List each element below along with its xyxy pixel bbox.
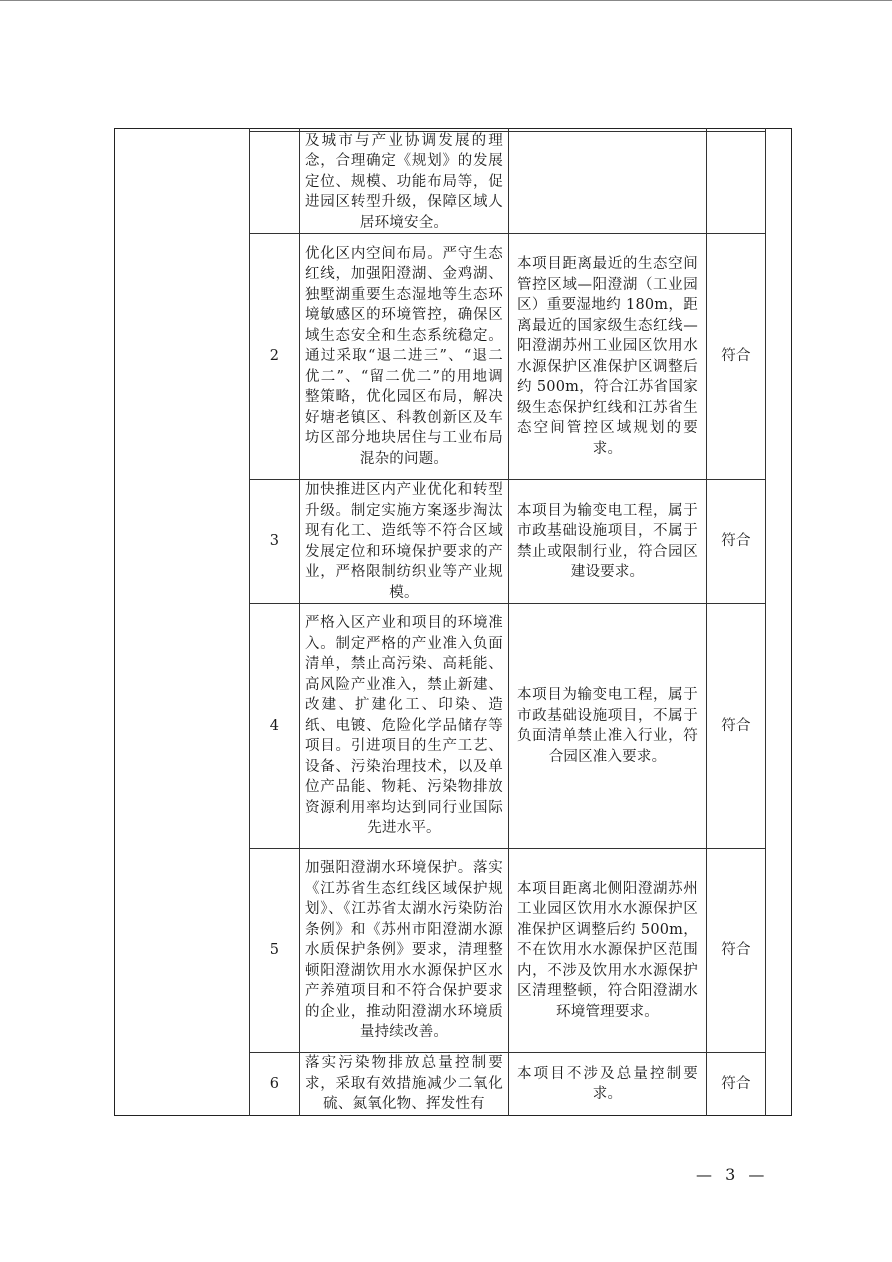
result-text: 符合 — [721, 348, 751, 365]
table-row-3-description — [509, 480, 706, 603]
table-row-3-number — [250, 480, 299, 603]
page-number: — 3 — — [696, 1165, 769, 1184]
description-text: 本项目为输变电工程，属于市政基础设施项目，不属于禁止或限制行业，符合园区建设要求。 — [517, 502, 698, 580]
result-text: 符合 — [721, 717, 751, 734]
top-rule — [0, 0, 892, 1]
row-number: 2 — [269, 348, 280, 365]
table-row-5-result — [707, 849, 765, 1052]
table-row-5-requirement — [300, 849, 508, 1052]
table-row-5-number — [250, 849, 299, 1052]
table-row-6-result — [707, 1053, 765, 1115]
description-text: 本项目距离最近的生态空间管控区域—阳澄湖（工业园区）重要湿地约 180m，距离最近的国家级生态红线—阳澄湖苏州工业园区饮用水水源保护区准保护区调整后约 500m，符合江苏省国家级生态保护红线和江苏省生态空间管控区域规划的要求。 — [517, 256, 698, 457]
requirement-text: 优化区内空间布局。严守生态红线，加强阳澄湖、金鸡湖、独墅湖重要生态湿地等生态环境敏感区的环境管控，确保区域生态安全和生态系统稳定。通过采取“退二进三”、“退二优二”、“留二优二”的用地调整策略，优化园区布局，解决好塘老镇区、科教创新区及车坊区部分地块居住与工业布局混杂的问题。 — [305, 245, 503, 467]
table-row-3-result — [707, 480, 765, 603]
description-text: 本项目距离北侧阳澄湖苏州工业园区饮用水水源保护区准保护区调整后约 500m，不在饮用水水源保护区范围内，不涉及饮用水水源保护区清理整顿，符合阳澄湖水环境管理要求。 — [517, 880, 698, 1020]
requirement-text: 落实污染物排放总量控制要求，采取有效措施减少二氧化硫、氮氧化物、挥发性有 — [305, 1055, 503, 1113]
table-row-3-requirement — [300, 480, 508, 603]
description-text: 本项目为输变电工程，属于市政基础设施项目，不属于负面清单禁止准入行业，符合园区准入要求。 — [517, 687, 698, 765]
table-row-4-description — [509, 604, 706, 848]
table-row-2-result — [707, 234, 765, 479]
column-divider — [765, 128, 766, 1116]
requirement-text: 严格入区产业和项目的环境准入。制定严格的产业准入负面清单，禁止高污染、高耗能、高风险产业准入，禁止新建、改建、扩建化工、印染、造纸、电镀、危险化学品储存等项目。引进项目的生产工艺、设备、污染治理技术，以及单位产品能、物耗、污染物排放资源利用率均达到同行业国际先进水平。 — [305, 615, 503, 837]
table-row-4-number — [250, 604, 299, 848]
row-number: 3 — [269, 533, 280, 550]
table-row-5-description — [509, 849, 706, 1052]
result-text: 符合 — [721, 1075, 751, 1092]
row-number: 4 — [269, 717, 280, 734]
table-row-2-number — [250, 234, 299, 479]
row-number: 6 — [269, 1075, 280, 1092]
table-row-2-requirement — [300, 234, 508, 479]
description-text: 本项目不涉及总量控制要求。 — [517, 1065, 698, 1102]
requirement-text: 加快推进区内产业优化和转型升级。制定实施方案逐步淘汰现有化工、造纸等不符合区域发展定位和环境保护要求的产业，严格限制纺织业等产业规模。 — [305, 482, 503, 601]
table-row-1-requirement — [300, 131, 508, 233]
table-row-4-requirement — [300, 604, 508, 848]
table-row-6-number — [250, 1053, 299, 1115]
result-text: 符合 — [721, 942, 751, 959]
table-row-4-result — [707, 604, 765, 848]
table-row-2-description — [509, 234, 706, 479]
requirement-text: 及城市与产业协调发展的理念，合理确定《规划》的发展定位、规模、功能布局等，促进园区转型升级，保障区域人居环境安全。 — [305, 132, 503, 231]
table-row-6-requirement — [300, 1053, 508, 1115]
table-row-6-description — [509, 1053, 706, 1115]
row-number: 5 — [269, 942, 280, 959]
requirement-text: 加强阳澄湖水环境保护。落实《江苏省生态红线区域保护规划》、《江苏省太湖水污染防治条例》和《苏州市阳澄湖水源水质保护条例》要求，清理整顿阳澄湖饮用水水源保护区水产养殖项目和不符合保护要求的企业，推动阳澄湖水环境质量持续改善。 — [305, 860, 503, 1041]
result-text: 符合 — [721, 533, 751, 550]
